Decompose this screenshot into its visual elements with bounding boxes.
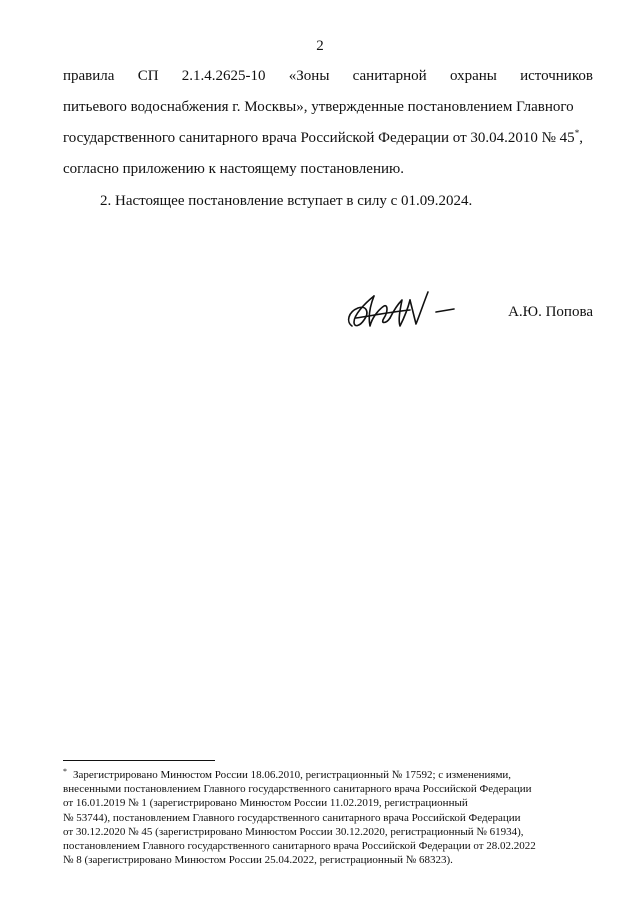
word: 2.1.4.2625-10	[181, 68, 266, 84]
paragraph-1-line-3-text: государственного санитарного врача Российской Федерации от 30.04.2010 № 45	[63, 130, 575, 146]
footnote-separator	[63, 760, 215, 761]
footnote-line: № 53744), постановлением Главного государственного санитарного врача Российской Федерации	[63, 811, 521, 824]
handwritten-signature	[340, 282, 460, 342]
footnote-line: от 30.12.2020 № 45 (зарегистрировано Минюстом России 30.12.2020, регистрационный № 61934),	[63, 825, 524, 838]
paragraph-1-line-3	[63, 123, 593, 154]
word: правила	[63, 68, 115, 84]
footnote-line-text	[63, 768, 511, 782]
footnote-line-1-text: Зарегистрировано Минюстом России 18.06.2010, регистрационный № 17592; с изменениями,	[73, 769, 512, 781]
footnote-line: внесенными постановлением Главного государственного санитарного врача Российской Федерации	[63, 783, 532, 796]
footnote-line: № 8 (зарегистрировано Минюстом России 25.04.2022, регистрационный № 68323).	[63, 854, 453, 867]
paragraph-1-line-4: согласно приложению к настоящему постановлению.	[63, 161, 404, 177]
word: охраны	[449, 68, 497, 84]
paragraph-1-line-3-end: ,	[579, 130, 583, 146]
paragraph-1	[63, 61, 593, 185]
page-number: 2	[316, 38, 324, 54]
footnote-reference-mark: *	[574, 128, 580, 138]
footnote-line: от 16.01.2019 № 1 (зарегистрировано Минюстом России 11.02.2019, регистрационный	[63, 797, 468, 810]
word: санитарной	[352, 68, 427, 84]
signer-name: А.Ю. Попова	[508, 304, 593, 320]
paragraph-1-line-2: питьевого водоснабжения г. Москвы», утвержденные постановлением Главного	[63, 99, 574, 115]
footnote-line	[63, 768, 593, 782]
paragraph-2	[63, 186, 593, 217]
paragraph-1-line-1	[63, 61, 593, 92]
word: «Зоны	[288, 68, 330, 84]
footnote-mark: *	[63, 767, 67, 776]
footnote-line: постановлением Главного государственного санитарного врача Российской Федерации от 28.02.2022	[63, 840, 536, 853]
word: источников	[520, 68, 593, 84]
word: СП	[137, 68, 159, 84]
paragraph-2-line: 2. Настоящее постановление вступает в силу с 01.09.2024.	[100, 193, 473, 209]
footnote	[63, 768, 593, 867]
